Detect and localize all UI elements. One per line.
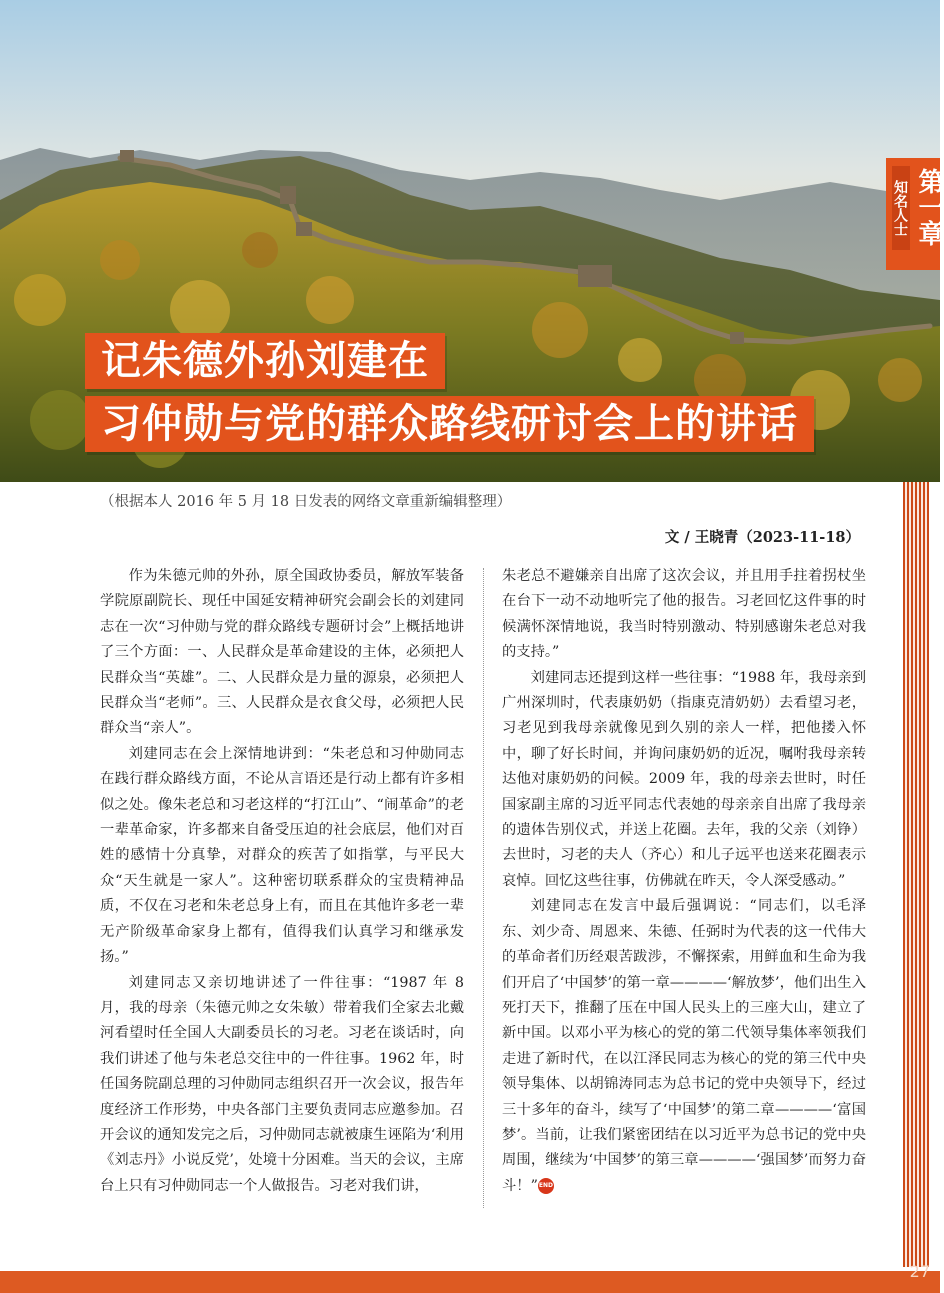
right-column (502, 564, 866, 1199)
paragraph-text: 刘建同志在发言中最后强调说：“同志们，以毛泽东、刘少奇、周恩来、朱德、任弼时为代表的这一代伟大的革命者们历经艰苦跋涉，不懈探索，用鲜血和生命为我们开启了‘中国梦’的第一章————‘解放梦’，他们出生入死打天下，推翻了压在中国人民头上的三座大山，建立了新中国。以邓小平为核心的党的第二代领导集体率领我们走进了新时代，在以江泽民同志为核心的党的第三代中央领导集体、以胡锦涛同志为总书记的党中央领导下，经过三十多年的奋斗，续写了‘中国梦’的第二章————‘富国梦’。当前，让我们紧密团结在以习近平为总书记的党中央周围，继续为‘中国梦’的第三章————‘强国梦’而努力奋斗！” (502, 898, 866, 1194)
end-mark-icon: END (538, 1178, 554, 1194)
hero-image (0, 0, 940, 482)
byline: 文 / 王晓青（2023-11-18） (664, 529, 860, 546)
column-divider (483, 568, 485, 1208)
chapter-label: 第一章 (914, 168, 944, 246)
page-number: 27 (909, 1262, 930, 1281)
article-title-line-2: 习仲勋与党的群众路线研讨会上的讲话 (85, 396, 814, 452)
bottom-band (0, 1271, 940, 1293)
paragraph (502, 894, 866, 1199)
side-stripe-decoration (903, 482, 929, 1267)
paragraph: 刘建同志还提到这样一些往事：“1988 年，我母亲到广州深圳时，代表康奶奶（指康克清奶奶）去看望习老，习老见到我母亲就像见到久别的亲人一样，把他搂入怀中，聊了好长时间，并询问康奶奶的近况，嘱咐我母亲转达他对康奶奶的问候。2009 年，我的母亲去世时，时任国家副主席的习近平同志代表她的母亲亲自出席了我母亲的遗体告别仪式，并送上花圈。去年，我的父亲（刘铮）去世时，习老的夫人（齐心）和儿子远平也送来花圈表示哀悼。回忆这些往事，仿佛就在昨天，令人深受感动。” (502, 669, 866, 889)
paragraph-continuation: 朱老总不避嫌亲自出席了这次会议，并且用手拄着拐杖坐在台下一动不动地听完了他的报告。习老回忆这件事的时候满怀深情地说，我当时特别激动、特别感谢朱老总对我的支持。” (502, 568, 866, 661)
paragraph: 刘建同志在会上深情地讲到：“朱老总和习仲勋同志在践行群众路线方面，不论从言语还是行动上都有许多相似之处。像朱老总和习老这样的“打江山”、“闹革命”的老一辈革命家，许多都来自备受压迫的社会底层，他们对百姓的感情十分真挚，对群众的疾苦了如指掌，与平民大众“天生就是一家人”。这种密切联系群众的宝贵精神品质，不仅在习老和朱老总身上有，而且在其他许多老一辈无产阶级革命家身上都有，值得我们认真学习和继承发扬。” (100, 745, 464, 966)
paragraph: 作为朱德元帅的外孙，原全国政协委员，解放军装备学院原副院长、现任中国延安精神研究会副会长的刘建同志在一次“习仲勋与党的群众路线专题研讨会”上概括地讲了三个方面：一、人民群众是革命建设的主体，必须把人民群众当“英雄”。二、人民群众是力量的源泉，必须把人民群众当“老师”。三、人民群众是衣食父母，必须把人民群众当“亲人”。 (100, 568, 464, 737)
left-column (100, 564, 464, 1199)
chapter-tab (886, 158, 944, 270)
section-label: 知名人士 (892, 166, 910, 250)
source-note: （根据本人 2016 年 5 月 18 日发表的网络文章重新编辑整理） (100, 494, 512, 510)
article-title-line-1: 记朱德外孙刘建在 (85, 333, 445, 389)
paragraph: 刘建同志又亲切地讲述了一件往事：“1987 年 8 月，我的母亲（朱德元帅之女朱敏）带着我们全家去北戴河看望时任全国人大副委员长的习老。习老在谈话时，向我们讲述了他与朱老总交往中的一件往事。1962 年，时任国务院副总理的习仲勋同志组织召开一次会议，报告年度经济工作形势，中央各部门主要负责同志应邀参加。召开会议的通知发完之后，习仲勋同志就被康生诬陷为‘利用《刘志丹》小说反党’，处境十分困难。当天的会议，主席台上只有习仲勋同志一个人做报告。习老对我们讲， (100, 974, 464, 1194)
